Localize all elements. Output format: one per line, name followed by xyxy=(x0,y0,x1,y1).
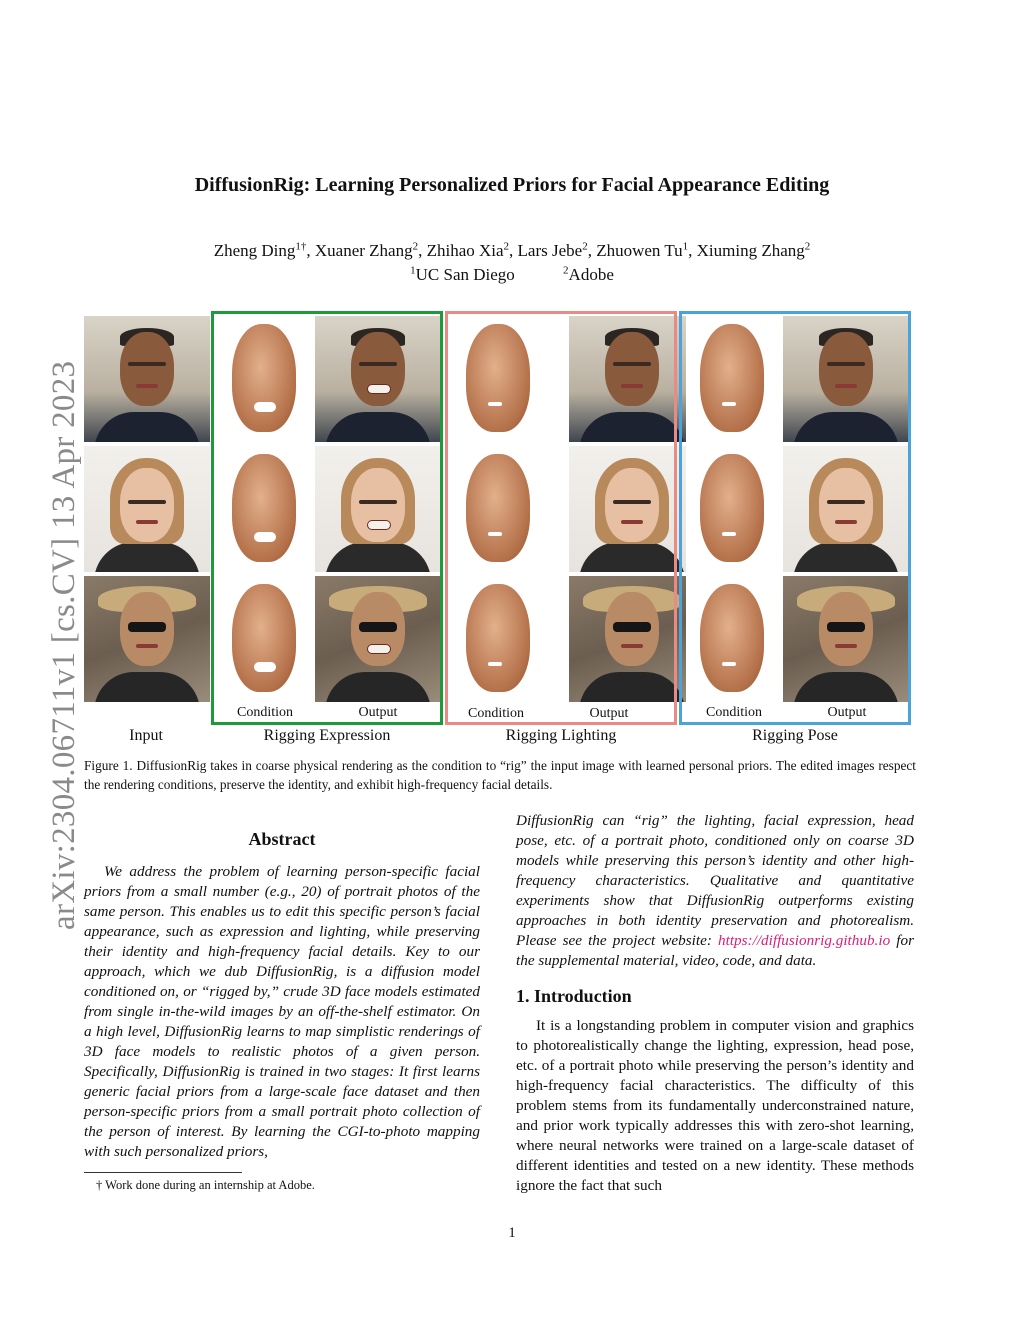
paper-title: DiffusionRig: Learning Personalized Priors for Facial Appearance Editing xyxy=(194,174,830,196)
col-label-condition: Condition xyxy=(236,705,293,720)
group-label-pose: Rigging Pose xyxy=(752,727,838,744)
intro-heading: 1. Introduction xyxy=(516,986,632,1006)
project-link[interactable]: https://diffusionrig.github.io xyxy=(718,932,891,949)
footnote-divider xyxy=(84,1172,242,1173)
frame-lighting xyxy=(445,311,677,725)
col-label-input: Input xyxy=(129,727,163,744)
abstract-continued xyxy=(516,811,914,971)
sunglasses xyxy=(128,622,166,632)
input-photo xyxy=(84,316,210,442)
affiliation: UC San Diego xyxy=(415,265,515,284)
affiliation: Adobe xyxy=(568,265,614,284)
mouth xyxy=(136,644,158,648)
shoulders xyxy=(94,672,200,702)
author-sup: 2 xyxy=(503,240,510,253)
author: Xiuming Zhang xyxy=(696,241,805,260)
abstract-continued-end: for the supplemental material, video, code, and data. xyxy=(516,932,915,969)
group-label-expression: Rigging Expression xyxy=(263,727,391,744)
frame-pose xyxy=(679,311,911,725)
eyes xyxy=(128,500,166,504)
author-sup: 2 xyxy=(582,240,588,253)
eyes xyxy=(128,362,166,366)
page-number: 1 xyxy=(508,1225,516,1241)
abstract-body: We address the problem of learning person-specific facial priors from a small number (e.g., 20) of portrait photos of the same person. This enables us to edit this specific person’s facial appearance, such as expression and lighting, while preserving their identity and high-frequency facial details. Key to our approach, which we dub DiffusionRig, is a diffusion model conditioned on, or “rigged by,” crude 3D face models estimated from single in-the-wild images by an off-the-shelf estimator. On a high level, DiffusionRig learns to map simplistic renderings of 3D face models to realistic photos of a given person. Specifically, DiffusionRig is trained in two stages: It first learns generic facial priors from a large-scale face dataset and then person-specific priors from a small portrait photo collection of the person of interest. By learning the CGI-to-photo mapping with such personalized priors, xyxy=(84,863,480,1160)
mouth xyxy=(136,520,158,524)
affil-sup: 2 xyxy=(563,264,569,277)
author: Zheng Ding xyxy=(213,241,296,260)
col-label-output: Output xyxy=(358,705,398,720)
shoulders xyxy=(94,412,200,442)
face-shape xyxy=(120,332,174,406)
author: Lars Jebe xyxy=(517,241,583,260)
col-label-output: Output xyxy=(589,706,629,721)
intro-body: It is a longstanding problem in computer vision and graphics to photorealistically change the lighting, expression, head pose, etc. of a portrait photo while preserving the person’s identity and high-frequency facial characteristics. The difficulty of this problem stems from its fundamentally underconstrained nature, and prior work typically addresses this with zero-shot learning, where neural networks were trained on a large-scale dataset of different identities and tested on a new identity. These methods ignore the fact that such xyxy=(516,1017,914,1194)
col-label-condition: Condition xyxy=(705,705,762,720)
col-label-output: Output xyxy=(827,705,867,720)
author: Xuaner Zhang xyxy=(314,241,413,260)
group-label-lighting: Rigging Lighting xyxy=(505,727,617,744)
arxiv-stamp xyxy=(46,360,82,931)
author-list: Zheng Ding$^{1\dagger}$, Xuaner Zhang$^2$, Zhihao Xia$^2$, Lars Jebe$^2$, Zhuowen Tu$^1$, Xiuming Zhang$^2$ xyxy=(213,240,811,260)
author-sup: 2 xyxy=(412,240,419,253)
input-photo xyxy=(84,576,210,702)
author: Zhuowen Tu xyxy=(596,241,683,260)
input-photo xyxy=(84,446,210,572)
face-shape xyxy=(120,468,174,542)
figure-caption: Figure 1. DiffusionRig takes in coarse physical rendering as the condition to “rig” the input image with learned personal priors. The edited images respect the rendering conditions, preserve the identity, and exhibit high-frequency facial details. xyxy=(84,758,916,792)
author: Zhihao Xia xyxy=(426,241,504,260)
abstract-heading: Abstract xyxy=(248,829,316,849)
col-label-condition: Condition xyxy=(467,706,524,721)
frame-expression xyxy=(211,311,443,725)
author-sup: 1 xyxy=(682,240,689,253)
mouth xyxy=(136,384,158,388)
abstract-continued-text: DiffusionRig can “rig” the lighting, facial expression, head pose, etc. of a portrait photo, conditioned only on coarse 3D models while preserving this person’s identity and other high-frequency characteristics. Qualitative and quantitative experiments show that DiffusionRig outperforms existing approaches in both identity preservation and photorealism. Please see the project website: xyxy=(516,812,914,949)
affil-sup: 1 xyxy=(410,264,416,277)
arxiv-id: arXiv:2304.06711v1 [cs.CV] 13 Apr 2023 xyxy=(46,360,82,930)
shoulders xyxy=(94,542,200,572)
footnote: † Work done during an internship at Adobe. xyxy=(96,1178,315,1192)
author-sup: 1† xyxy=(295,240,307,253)
author-sup: 2 xyxy=(804,240,811,253)
